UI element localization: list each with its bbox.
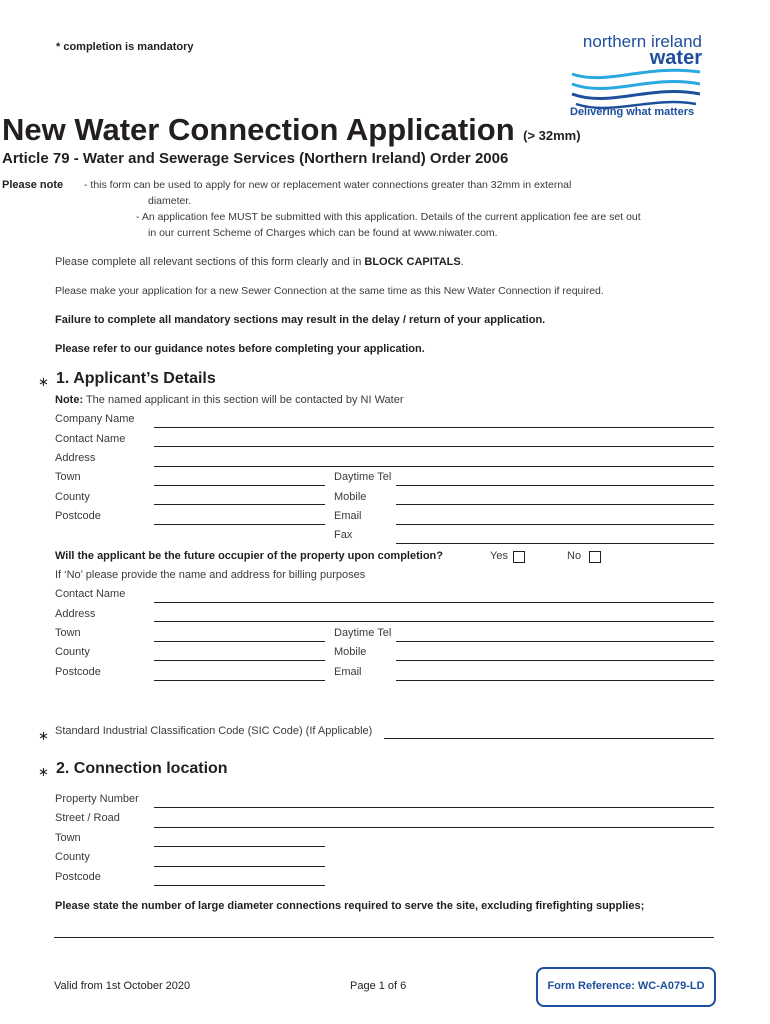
yes-label: Yes xyxy=(490,550,508,562)
billing-town-label: Town xyxy=(55,627,81,639)
title-main: New Water Connection Application xyxy=(2,112,515,147)
mobile-field[interactable] xyxy=(396,504,714,505)
address-label: Address xyxy=(55,452,96,464)
title-suffix: (> 32mm) xyxy=(523,128,581,143)
location-county-field[interactable] xyxy=(154,866,325,867)
billing-email-field[interactable] xyxy=(396,680,714,681)
daytime-tel-field[interactable] xyxy=(396,485,714,486)
sic-code-field[interactable] xyxy=(384,738,714,739)
county-label: County xyxy=(55,491,90,503)
street-road-field[interactable] xyxy=(154,827,714,828)
logo-line2: water xyxy=(649,47,702,69)
page-title xyxy=(2,112,581,148)
location-town-label: Town xyxy=(55,832,81,844)
note-item2-line1: - An application fee MUST be submitted with this application. Details of the current application fee are set out xyxy=(136,211,641,223)
section1-note-text: The named applicant in this section will be contacted by NI Water xyxy=(83,394,404,406)
company-name-label: Company Name xyxy=(55,413,135,425)
mobile-label: Mobile xyxy=(334,491,367,503)
mandatory-asterisk-icon: ∗ xyxy=(38,374,49,389)
sic-asterisk-icon: ∗ xyxy=(38,728,49,743)
billing-note: If ‘No’ please provide the name and address for billing purposes xyxy=(55,569,366,581)
billing-daytime-tel-field[interactable] xyxy=(396,641,714,642)
billing-postcode-field[interactable] xyxy=(154,680,325,681)
para1-post: . xyxy=(460,256,464,268)
please-note-label: Please note xyxy=(2,179,64,191)
mandatory-note: * completion is mandatory xyxy=(56,41,194,53)
property-number-label: Property Number xyxy=(55,793,139,805)
location-county-label: County xyxy=(55,851,90,863)
contact-name-label: Contact Name xyxy=(55,433,126,445)
billing-mobile-label: Mobile xyxy=(334,646,367,658)
large-connections-field[interactable] xyxy=(54,937,714,938)
no-checkbox[interactable] xyxy=(589,551,601,563)
billing-mobile-field[interactable] xyxy=(396,660,714,661)
town-label: Town xyxy=(55,471,81,483)
daytime-tel-label: Daytime Tel xyxy=(334,471,392,483)
logo-tagline: Delivering what matters xyxy=(570,106,695,118)
occupier-question: Will the applicant be the future occupier of the property upon completion? xyxy=(55,550,443,562)
billing-contact-name-label: Contact Name xyxy=(55,588,126,600)
email-label: Email xyxy=(334,510,362,522)
section1-note-label: Note: xyxy=(55,394,84,406)
failure-warning: Failure to complete all mandatory sections may result in the delay / return of your application. xyxy=(55,314,546,326)
block-capitals-para xyxy=(55,256,464,268)
valid-from: Valid from 1st October 2020 xyxy=(54,980,191,992)
postcode-label: Postcode xyxy=(55,510,101,522)
location-town-field[interactable] xyxy=(154,846,325,847)
postcode-field[interactable] xyxy=(154,524,325,525)
note-item1-line1: - this form can be used to apply for new or replacement water connections greater than 32mm in external xyxy=(84,179,572,191)
section1-note xyxy=(55,394,404,406)
para1-pre: Please complete all relevant sections of this form clearly and in xyxy=(55,256,365,268)
form-reference: Form Reference: WC-A079-LD xyxy=(547,980,705,992)
form-reference-box xyxy=(536,967,716,1007)
street-road-label: Street / Road xyxy=(55,812,120,824)
no-label: No xyxy=(567,550,582,562)
ni-water-logo xyxy=(566,32,706,124)
para1-bold: BLOCK CAPITALS xyxy=(364,256,461,268)
address-field[interactable] xyxy=(154,466,714,467)
location-postcode-label: Postcode xyxy=(55,871,101,883)
property-number-field[interactable] xyxy=(154,807,714,808)
billing-county-field[interactable] xyxy=(154,660,325,661)
fax-label: Fax xyxy=(334,529,353,541)
billing-county-label: County xyxy=(55,646,90,658)
section1-heading: 1. Applicant’s Details xyxy=(56,370,216,387)
billing-daytime-tel-label: Daytime Tel xyxy=(334,627,392,639)
logo-line1: northern ireland xyxy=(582,32,702,51)
section2-asterisk-icon: ∗ xyxy=(38,764,49,779)
large-connections-question: Please state the number of large diameter connections required to serve the site, excluding firefighting supplies; xyxy=(55,900,645,912)
location-postcode-field[interactable] xyxy=(154,885,325,886)
page-subtitle: Article 79 - Water and Sewerage Services (Northern Ireland) Order 2006 xyxy=(2,150,509,167)
sewer-connection-para: Please make your application for a new Sewer Connection at the same time as this New Water Connection if required. xyxy=(55,285,604,297)
contact-name-field[interactable] xyxy=(154,446,714,447)
county-field[interactable] xyxy=(154,504,325,505)
billing-contact-name-field[interactable] xyxy=(154,602,714,603)
sic-code-label: Standard Industrial Classification Code (SIC Code) (If Applicable) xyxy=(55,725,373,737)
billing-town-field[interactable] xyxy=(154,641,325,642)
guidance-notes-para: Please refer to our guidance notes before completing your application. xyxy=(55,343,425,355)
billing-email-label: Email xyxy=(334,666,362,678)
yes-checkbox[interactable] xyxy=(513,551,525,563)
section2-heading: 2. Connection location xyxy=(56,760,228,777)
company-name-field[interactable] xyxy=(154,427,714,428)
page-number: Page 1 of 6 xyxy=(350,980,407,992)
note-item2-line2: in our current Scheme of Charges which can be found at www.niwater.com. xyxy=(148,227,498,239)
billing-address-field[interactable] xyxy=(154,621,714,622)
fax-field[interactable] xyxy=(396,543,714,544)
note-item1-line2: diameter. xyxy=(148,195,192,207)
town-field[interactable] xyxy=(154,485,325,486)
billing-postcode-label: Postcode xyxy=(55,666,101,678)
billing-address-label: Address xyxy=(55,608,96,620)
email-field[interactable] xyxy=(396,524,714,525)
